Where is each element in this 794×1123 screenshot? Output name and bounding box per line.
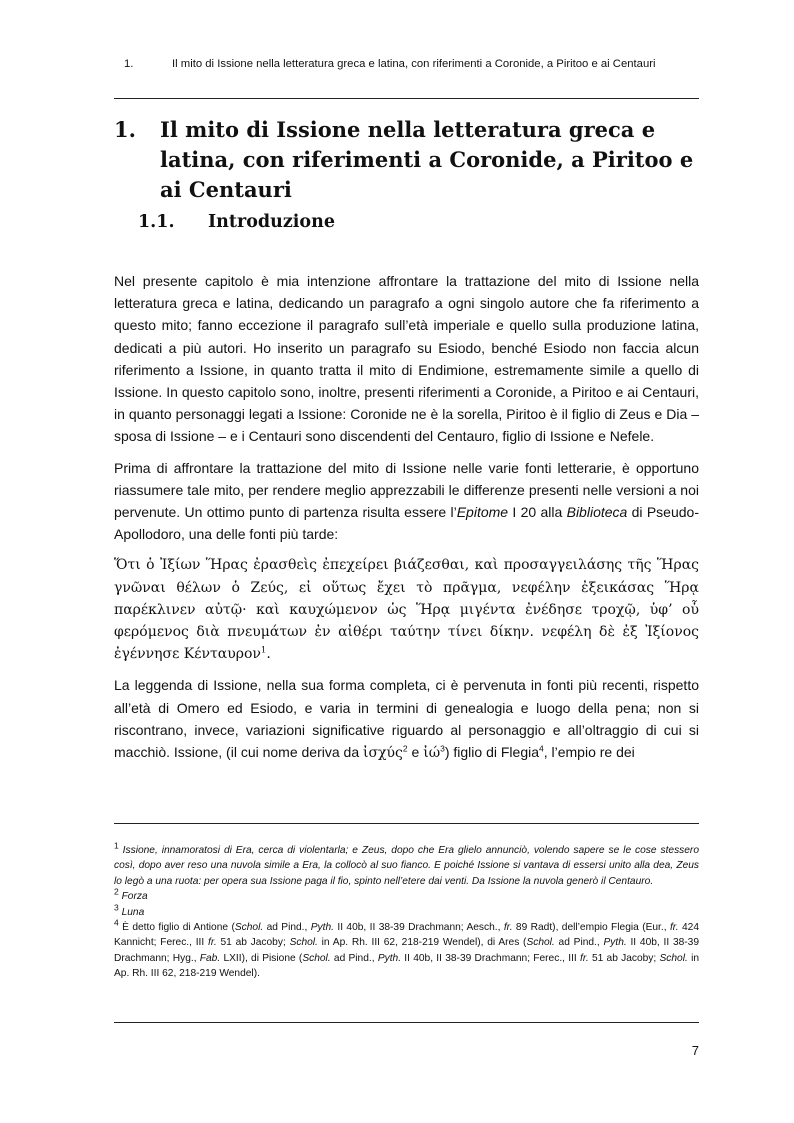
footnote-separator [114, 823, 699, 824]
chapter-title-text: Il mito di Issione nella letteratura greca e latina, con riferimenti a Coronide, a Piritoo e ai Centauri [160, 117, 694, 202]
section-number: 1.1. [138, 212, 175, 232]
paragraph-2: Prima di affrontare la trattazione del mito di Issione nelle varie fonti letterarie, è opportuno riassumere tale mito, per rendere meglio apprezzabili le differenze presenti nelle versioni a noi pervenute. Un ottimo punto di partenza risulta essere l’Epitome I 20 alla Biblioteca di Pseudo-Apollodoro, una delle fonti più tarde: [114, 459, 699, 543]
running-header-title: Il mito di Issione nella letteratura greca e latina, con riferimenti a Coronide, a Piritoo e ai Centauri [172, 58, 656, 70]
footnote-ref-1: 1 [260, 645, 267, 656]
body-text [114, 270, 699, 773]
paragraph-3: La leggenda di Issione, nella sua forma completa, ci è pervenuta in fonti più recenti, rispetto all’età di Omero ed Esiodo, e varia in termini di genealogia e luogo della pena; non si riscontrano, invece, variazioni significative riguardo al personaggio e all’oltraggio di cui si macchiò. Issione, (il cui nome deriva da ἰσχύς$^2$ e ἰώ$^3$) figlio di Flegia$^4$, l’empio re dei [114, 677, 699, 762]
footnote-2: $^2$ Forza [114, 886, 148, 903]
page-number: 7 [691, 1043, 699, 1058]
section-title-text: Introduzione [208, 212, 335, 232]
footnote-ref-3: 3 [440, 743, 445, 754]
greek-word-io: ἰώ [423, 745, 441, 762]
greek-quotation: Ὅτι ὁ Ἰξίων Ἥρας ἐρασθεὶς ἐπεχείρει βιάζεσθαι, καὶ προσαγγειλάσης τῆς Ἥρας γνῶναι θέλων ὁ Ζεύς, εἰ οὕτως ἔχει τὸ πρᾶγμα, νεφέλην ἐξεικάσας Ἥρᾳ παρέκλινεν αὐτῷ· καὶ καυχώμενον ὡς Ἥρᾳ μιγέντα ἐνέδησε τροχῷ, ὑφ’ οὗ φερόμενος διὰ πνευμάτων ἐν αἰθέρι ταύτην τίνει δίκην. νεφέλη δὲ ἐξ Ἰξίονος ἐγέννησε Κένταυρον$^1$. [114, 557, 699, 663]
paragraph-1: Nel presente capitolo è mia intenzione affrontare la trattazione del mito di Issione nella letteratura greca e latina, dedicando un paragrafo a ogni singolo autore che fa riferimento a questo mito; fanno eccezione il paragrafo sull’età imperiale e quello sulla produzione latina, dedicati a più autori. Ho inserito un paragrafo su Esiodo, benché Esiodo non faccia alcun riferimento a Issione, in quanto tratta il mito di Endimione, estremamente simile a quello di Issione. In questo capitolo sono, inoltre, presenti riferimenti a Coronide, a Piritoo e ai Centauri, in quanto personaggi legati a Issione: Coronide ne è la sorella, Piritoo è il figlio di Zeus e Dia – sposa di Issione – e i Centauri sono discendenti del Centauro, figlio di Issione e Nefele. [114, 273, 699, 445]
footnote-4: $^4$ È detto figlio di Antione (Schol. ad Pind., Pyth. II 40b, II 38-39 Drachmann; Aesch., fr. 89 Radt), dell’empio Flegia (Eur., fr. 424 Kannicht; Ferec., III fr. 51 ab Jacoby; Schol. in Ap. Rh. III 62, 218-219 Wendel), di Ares (Schol. ad Pind., Pyth. II 40b, II 38-39 Drachmann; Hyg., Fab. LXII), di Pisione (Schol. ad Pind., Pyth. II 40b, II 38-39 Drachmann; Ferec., III fr. 51 ab Jacoby; Schol. in Ap. Rh. III 62, 218-219 Wendel). [114, 917, 700, 980]
footnote-1: $^1$ Issione, innamoratosi di Era, cerca di violentarla; e Zeus, dopo che Era glielo annunciò, volendo sapere se le cose stessero così, dopo aver reso una nuvola simile a Era, la collocò al suo fianco. E poiché Issione si vantava di essersi unito alla dea, Zeus lo legò a una ruota: per opera sua Issione paga il fio, spinto nell’etere dai venti. Da Issione la nuvola generò il Centauro. [114, 840, 699, 887]
running-header [124, 58, 699, 74]
footer-rule [114, 1022, 699, 1023]
chapter-number: 1. [114, 117, 136, 142]
biblioteca-title: Biblioteca [566, 504, 628, 521]
epitome-title: Epitome [456, 504, 509, 521]
footnote-3: $^3$ Luna [114, 902, 145, 918]
greek-word-ischys: ἰσχύς [363, 745, 403, 762]
footnotes [114, 840, 700, 982]
footnote-ref-4: 4 [539, 743, 544, 754]
footnote-ref-2: 2 [402, 743, 408, 754]
running-header-number: 1. [124, 58, 134, 70]
header-rule [114, 98, 699, 99]
